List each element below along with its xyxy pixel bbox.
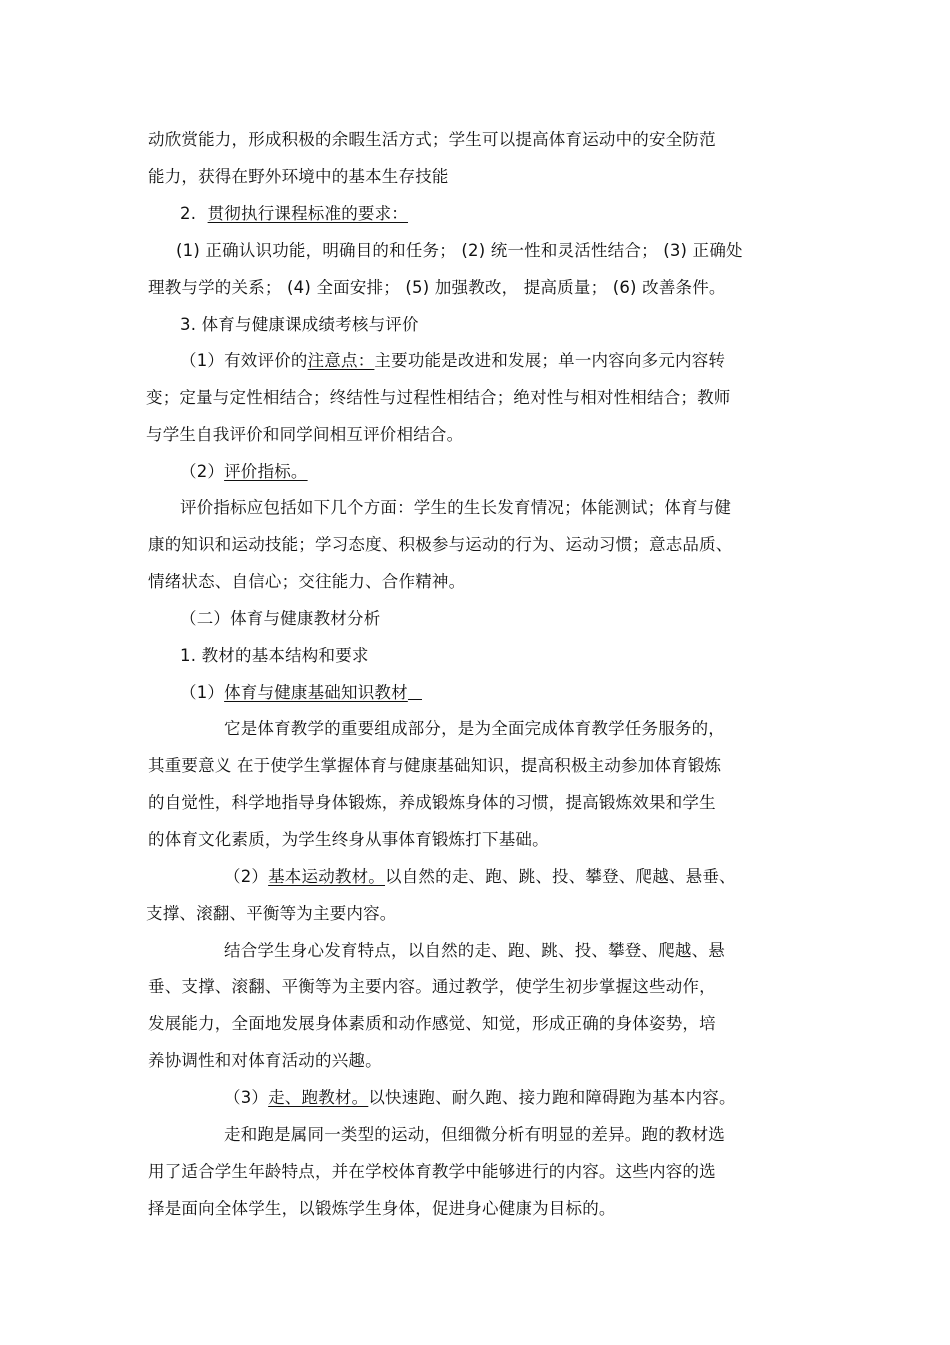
text-line: 动欣赏能力，形成积极的余暇生活方式；学生可以提高体育运动中的安全防范 (148, 130, 716, 149)
heading-number: 2. (180, 204, 197, 223)
text-line: 用了适合学生年龄特点，并在学校体育教学中能够进行的内容。这些内容的选 (148, 1162, 716, 1181)
text-line: 康的知识和运动技能；学习态度、积极参与运动的行为、运动习惯；意志品质、 (148, 535, 733, 554)
text-line: 能力，获得在野外环境中的基本生存技能 (148, 167, 449, 186)
section-heading: （二）体育与健康教材分析 (180, 609, 381, 628)
underlined-term: 评价指标。 (224, 462, 308, 481)
item-prefix: （3） (224, 1088, 269, 1107)
paragraph-line (224, 1087, 736, 1109)
text-line: 的体育文化素质，为学生终身从事体育锻炼打下基础。 (148, 830, 549, 849)
text-line: 支撑、滚翻、平衡等为主要内容。 (146, 904, 397, 923)
section-heading-3: 3. 体育与健康课成绩考核与评价 (180, 315, 419, 334)
underlined-term: 走、跑教材。 (268, 1088, 369, 1107)
underlined-term: 基本运动教材。 (268, 867, 386, 886)
text-line: 择是面向全体学生，以锻炼学生身体，促进身心健康为目标的。 (148, 1199, 616, 1218)
text-line: 情绪状态、自信心；交往能力、合作精神。 (148, 572, 466, 591)
text-line: 变；定量与定性相结合；终结性与过程性相结合；绝对性与相对性相结合；教师 (146, 388, 731, 407)
text-line: (1) 正确认识功能，明确目的和任务； (2) 统一性和灵活性结合； (3) 正确处 (176, 241, 743, 260)
text-line: 垂、支撑、滚翻、平衡等为主要内容。通过教学，使学生初步掌握这些动作， (148, 977, 716, 996)
paragraph-line (224, 866, 736, 888)
text-line: 它是体育教学的重要组成部分，是为全面完成体育教学任务服务的， (224, 719, 725, 738)
text-line: 理教与学的关系； (4) 全面安排； (5) 加强教改， 提高质量； (6) 改善条件。 (148, 278, 726, 297)
text-line: 的自觉性，科学地指导身体锻炼，养成锻炼身体的习惯，提高锻炼效果和学生 (148, 793, 716, 812)
item-prefix: （1）有效评价的 (180, 351, 308, 370)
paragraph-line (180, 350, 725, 372)
text-line: 结合学生身心发育特点，以自然的走、跑、跳、投、攀登、爬越、悬 (224, 941, 725, 960)
item-prefix: （2） (180, 462, 225, 481)
underlined-term: 体育与健康基础知识教材 (224, 683, 408, 702)
paragraph-line (180, 682, 422, 704)
text-line: 养协调性和对体育活动的兴趣。 (148, 1051, 382, 1070)
item-text: 主要功能是改进和发展；单一内容向多元内容转 (374, 351, 726, 370)
sub-heading: 1. 教材的基本结构和要求 (180, 646, 369, 665)
text-line: 其重要意义 在于使学生掌握体育与健康基础知识，提高积极主动参加体育锻炼 (148, 756, 722, 775)
item-prefix: （1） (180, 683, 225, 702)
section-heading-2 (180, 203, 408, 225)
item-text: 以自然的走、跑、跳、投、攀登、爬越、悬垂、 (385, 867, 736, 886)
paragraph-line (180, 461, 308, 483)
heading-text: 贯彻执行课程标准的要求： (207, 204, 409, 223)
text-line: 走和跑是属同一类型的运动，但细微分析有明显的差异。跑的教材选 (224, 1125, 725, 1144)
item-prefix: （2） (224, 867, 269, 886)
text-line: 发展能力，全面地发展身体素质和动作感觉、知觉，形成正确的身体姿势，培 (148, 1014, 716, 1033)
text-line: 评价指标应包括如下几个方面：学生的生长发育情况；体能测试；体育与健 (180, 498, 732, 517)
underlined-term: 注意点： (307, 351, 375, 370)
item-text: 以快速跑、耐久跑、接力跑和障碍跑为基本内容。 (368, 1088, 736, 1107)
text-line: 与学生自我评价和同学间相互评价相结合。 (146, 425, 464, 444)
underline-filler (408, 683, 422, 700)
